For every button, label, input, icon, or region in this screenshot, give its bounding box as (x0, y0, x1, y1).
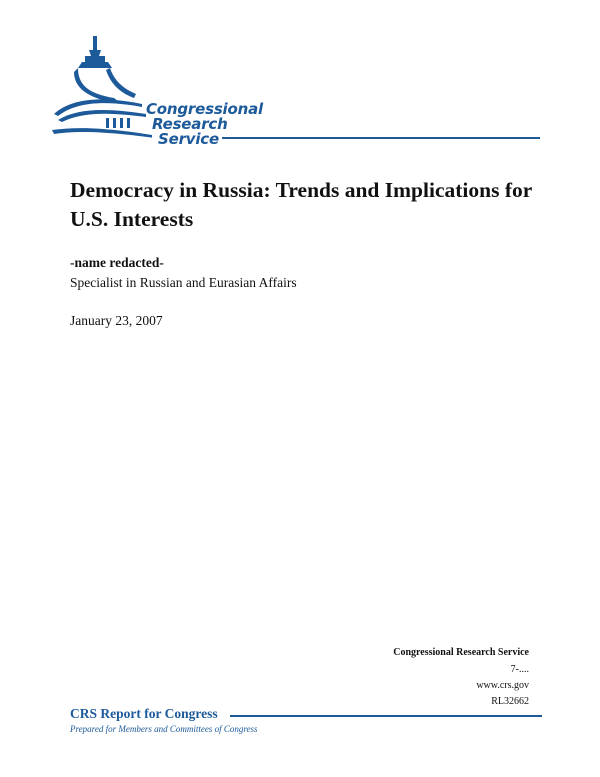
capitol-dome-icon (52, 34, 152, 146)
logo-wordmark (146, 102, 263, 147)
crs-website: www.crs.gov (476, 680, 529, 691)
report-title: Democracy in Russia: Trends and Implications for U.S. Interests (70, 178, 532, 231)
report-date: January 23, 2007 (70, 313, 163, 328)
crs-contact-block (393, 645, 529, 710)
crs-phone: 7-.... (510, 664, 529, 675)
logo-line-3: Service (158, 130, 219, 148)
crs-org: Congressional Research Service (393, 647, 529, 658)
footer-title: CRS Report for Congress (70, 706, 218, 721)
logo-rule (222, 137, 540, 139)
footer-rule (230, 715, 542, 717)
author-name: -name redacted- (70, 255, 164, 270)
logo-line-2: Research (152, 115, 228, 133)
logo-line-1: Congressional (146, 100, 263, 118)
crs-logo (52, 34, 542, 146)
footer-subtitle: Prepared for Members and Committees of Congress (70, 724, 258, 734)
report-number: RL32662 (491, 696, 529, 707)
author-title: Specialist in Russian and Eurasian Affairs (70, 275, 297, 290)
